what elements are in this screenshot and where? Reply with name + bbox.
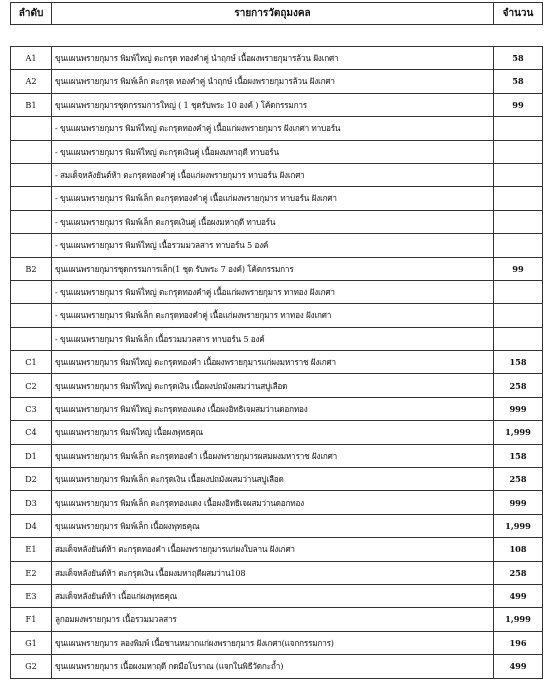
row-qty — [494, 117, 543, 140]
header-table — [10, 2, 543, 25]
table-row — [11, 327, 543, 350]
table-row — [11, 163, 543, 186]
table-row — [11, 210, 543, 233]
table-row — [11, 47, 543, 70]
row-item: - ขุนแผนพรายกุมาร พิมพ์ใหญ่ ตะกรุดทองคำคู่ เนื้อแก่ผงพรายกุมาร ทาทอง ฝังเกศา — [52, 280, 494, 303]
row-code: C3 — [11, 397, 52, 420]
row-code: C2 — [11, 374, 52, 397]
table-row — [11, 187, 543, 210]
row-code: A1 — [11, 47, 52, 70]
table-row — [11, 468, 543, 491]
table-row — [11, 304, 543, 327]
row-qty: 499 — [494, 584, 543, 607]
table-row — [11, 608, 543, 631]
table-row — [11, 257, 543, 280]
table-row — [11, 491, 543, 514]
row-qty — [494, 210, 543, 233]
row-item: สมเด็จหลังยันต์ห้า เนื้อแก่ผงพุทธคุณ — [52, 584, 494, 607]
row-item: - ขุนแผนพรายกุมาร พิมพ์ใหญ่ เนื้อรวมมวลสาร ทาบอร์น 5 องค์ — [52, 234, 494, 257]
col-item-header: รายการวัตถุมงคล — [52, 3, 494, 25]
row-code: D2 — [11, 468, 52, 491]
row-qty — [494, 280, 543, 303]
row-qty: 196 — [494, 631, 543, 654]
row-item: ขุนแผนพรายกุมารชุดกรรมการเล็ก(1 ชุด รับพระ 7 องค์) โค้ดกรรมการ — [52, 257, 494, 280]
row-item: - ขุนแผนพรายกุมาร พิมพ์เล็ก ตะกรุดทองคำคู่ เนื้อแก่ผงพรายกุมาร ทาทอง ฝังเกศา — [52, 304, 494, 327]
table-row — [11, 93, 543, 116]
row-code: E3 — [11, 584, 52, 607]
row-code — [11, 187, 52, 210]
row-item: สมเด็จหลังยันต์ห้า ตะกรุดเงิน เนื้อผงมหาฤดีผสมว่าน108 — [52, 561, 494, 584]
row-code: F1 — [11, 608, 52, 631]
row-code — [11, 140, 52, 163]
row-item: ขุนแผนพรายกุมารชุดกรรมการใหญ่ ( 1 ชุดรับพระ 10 องค์ ) โค้ดกรรมการ — [52, 93, 494, 116]
row-qty: 1,999 — [494, 608, 543, 631]
row-code: B1 — [11, 93, 52, 116]
row-item: - ขุนแผนพรายกุมาร พิมพ์ใหญ่ ตะกรุดเงินคู่ เนื้อผงมหาฤดี ทาบอร์น — [52, 140, 494, 163]
row-code: C1 — [11, 351, 52, 374]
table-row — [11, 538, 543, 561]
row-qty: 158 — [494, 444, 543, 467]
row-code: D3 — [11, 491, 52, 514]
row-qty: 99 — [494, 93, 543, 116]
row-item: ขุนแผนพรายกุมาร พิมพ์ใหญ่ ตะกรุด ทองคำคู่ นำฤกษ์ เนื้อผงพรายกุมารล้วน ฝังเกศา — [52, 47, 494, 70]
row-qty: 58 — [494, 70, 543, 93]
row-code: C4 — [11, 421, 52, 444]
row-qty: 1,999 — [494, 514, 543, 537]
row-item: - สมเด็จหลังยันต์ห้า ตะกรุดทองคำคู่ เนื้อแก่ผงพรายกุมาร ทาบอร์น ฝังเกศา — [52, 163, 494, 186]
row-code — [11, 210, 52, 233]
row-code — [11, 327, 52, 350]
row-code: D4 — [11, 514, 52, 537]
row-qty: 1,999 — [494, 421, 543, 444]
items-body — [11, 47, 543, 679]
table-row — [11, 234, 543, 257]
table-row — [11, 421, 543, 444]
row-item: - ขุนแผนพรายกุมาร พิมพ์ใหญ่ ตะกรุดทองคำคู่ เนื้อแก่ผงพรายกุมาร ฝังเกศา ทาบอร์น — [52, 117, 494, 140]
row-code: A2 — [11, 70, 52, 93]
row-item: - ขุนแผนพรายกุมาร พิมพ์เล็ก ตะกรุดเงินคู่ เนื้อผงมหาฤดี ทาบอร์น — [52, 210, 494, 233]
table-row — [11, 514, 543, 537]
row-code: D1 — [11, 444, 52, 467]
col-qty-header: จำนวน — [494, 3, 543, 25]
row-code — [11, 234, 52, 257]
row-item: ขุนแผนพรายกุมาร พิมพ์ใหญ่ ตะกรุดทองแดง เนื้อผงอิทธิเจผสมว่านดอกทอง — [52, 397, 494, 420]
row-qty — [494, 163, 543, 186]
header-row — [11, 3, 543, 25]
row-item: ขุนแผนพรายกุมาร พิมพ์เล็ก ตะกรุดทองแดง เนื้อผงอิทธิเจผสมว่านดอกทอง — [52, 491, 494, 514]
table-row — [11, 117, 543, 140]
row-item: ขุนแผนพรายกุมาร พิมพ์เล็ก ตะกรุด ทองคำคู่ นำฤกษ์ เนื้อผงพรายกุมารล้วน ฝังเกศา — [52, 70, 494, 93]
table-row — [11, 584, 543, 607]
row-code — [11, 280, 52, 303]
row-code: B2 — [11, 257, 52, 280]
table-row — [11, 631, 543, 654]
row-item: สมเด็จหลังยันต์ห้า ตะกรุดทองคำ เนื้อผงพรายกุมารแก่ผงใบลาน ฝังเกศา — [52, 538, 494, 561]
row-item: ลูกอมผงพรายกุมาร เนื้อรวมมวลสาร — [52, 608, 494, 631]
row-qty: 499 — [494, 655, 543, 678]
row-qty: 108 — [494, 538, 543, 561]
table-row — [11, 444, 543, 467]
row-qty: 99 — [494, 257, 543, 280]
row-item: - ขุนแผนพรายกุมาร พิมพ์เล็ก เนื้อรวมมวลสาร ทาบอร์น 5 องค์ — [52, 327, 494, 350]
row-qty: 999 — [494, 397, 543, 420]
row-qty — [494, 140, 543, 163]
row-code: G2 — [11, 655, 52, 678]
row-item: ขุนแผนพรายกุมาร พิมพ์เล็ก เนื้อผงพุทธคุณ — [52, 514, 494, 537]
table-row — [11, 655, 543, 678]
row-qty — [494, 327, 543, 350]
row-code — [11, 163, 52, 186]
row-qty: 258 — [494, 561, 543, 584]
table-row — [11, 374, 543, 397]
row-item: ขุนแผนพรายกุมาร พิมพ์ใหญ่ ตะกรุดทองคำ เนื้อผงพรายกุมารแก่ผงมหาราช ฝังเกศา — [52, 351, 494, 374]
col-code-header: ลำดับ — [11, 3, 52, 25]
table-row — [11, 561, 543, 584]
row-item: ขุนแผนพรายกุมาร พิมพ์เล็ก ตะกรุดเงิน เนื้อผงปถมังผสมว่านสบู่เลือด — [52, 468, 494, 491]
row-code: E1 — [11, 538, 52, 561]
table-row — [11, 70, 543, 93]
row-qty: 999 — [494, 491, 543, 514]
row-code — [11, 117, 52, 140]
row-qty: 58 — [494, 47, 543, 70]
row-item: ขุนแผนพรายกุมาร เนื้อผงมหาฤดี กดมือโบราณ (แจกในพิธีวัดกะถ้ำ) — [52, 655, 494, 678]
table-row — [11, 397, 543, 420]
row-qty — [494, 304, 543, 327]
table-row — [11, 140, 543, 163]
row-item: ขุนแผนพรายกุมาร พิมพ์เล็ก ตะกรุดทองคำ เนื้อผงพรายกุมารผสมผงมหาราช ฝังเกศา — [52, 444, 494, 467]
row-qty — [494, 187, 543, 210]
row-qty: 158 — [494, 351, 543, 374]
row-item: ขุนแผนพรายกุมาร พิมพ์ใหญ่ เนื้อผงพุทธคุณ — [52, 421, 494, 444]
row-item: - ขุนแผนพรายกุมาร พิมพ์เล็ก ตะกรุดทองคำคู่ เนื้อแก่ผงพรายกุมาร ทาบอร์น ฝังเกศา — [52, 187, 494, 210]
row-qty — [494, 234, 543, 257]
items-table — [10, 46, 543, 679]
row-code: E2 — [11, 561, 52, 584]
row-code: G1 — [11, 631, 52, 654]
row-item: ขุนแผนพรายกุมาร ลองพิมพ์ เนื้อชานหมากแก่ผงพรายกุมาร ฝังเกศา(แจกกรรมการ) — [52, 631, 494, 654]
table-row — [11, 280, 543, 303]
row-qty: 258 — [494, 374, 543, 397]
table-row — [11, 351, 543, 374]
row-code — [11, 304, 52, 327]
row-item: ขุนแผนพรายกุมาร พิมพ์ใหญ่ ตะกรุดเงิน เนื้อผงปถมังผสมว่านสบู่เลือด — [52, 374, 494, 397]
row-qty: 258 — [494, 468, 543, 491]
